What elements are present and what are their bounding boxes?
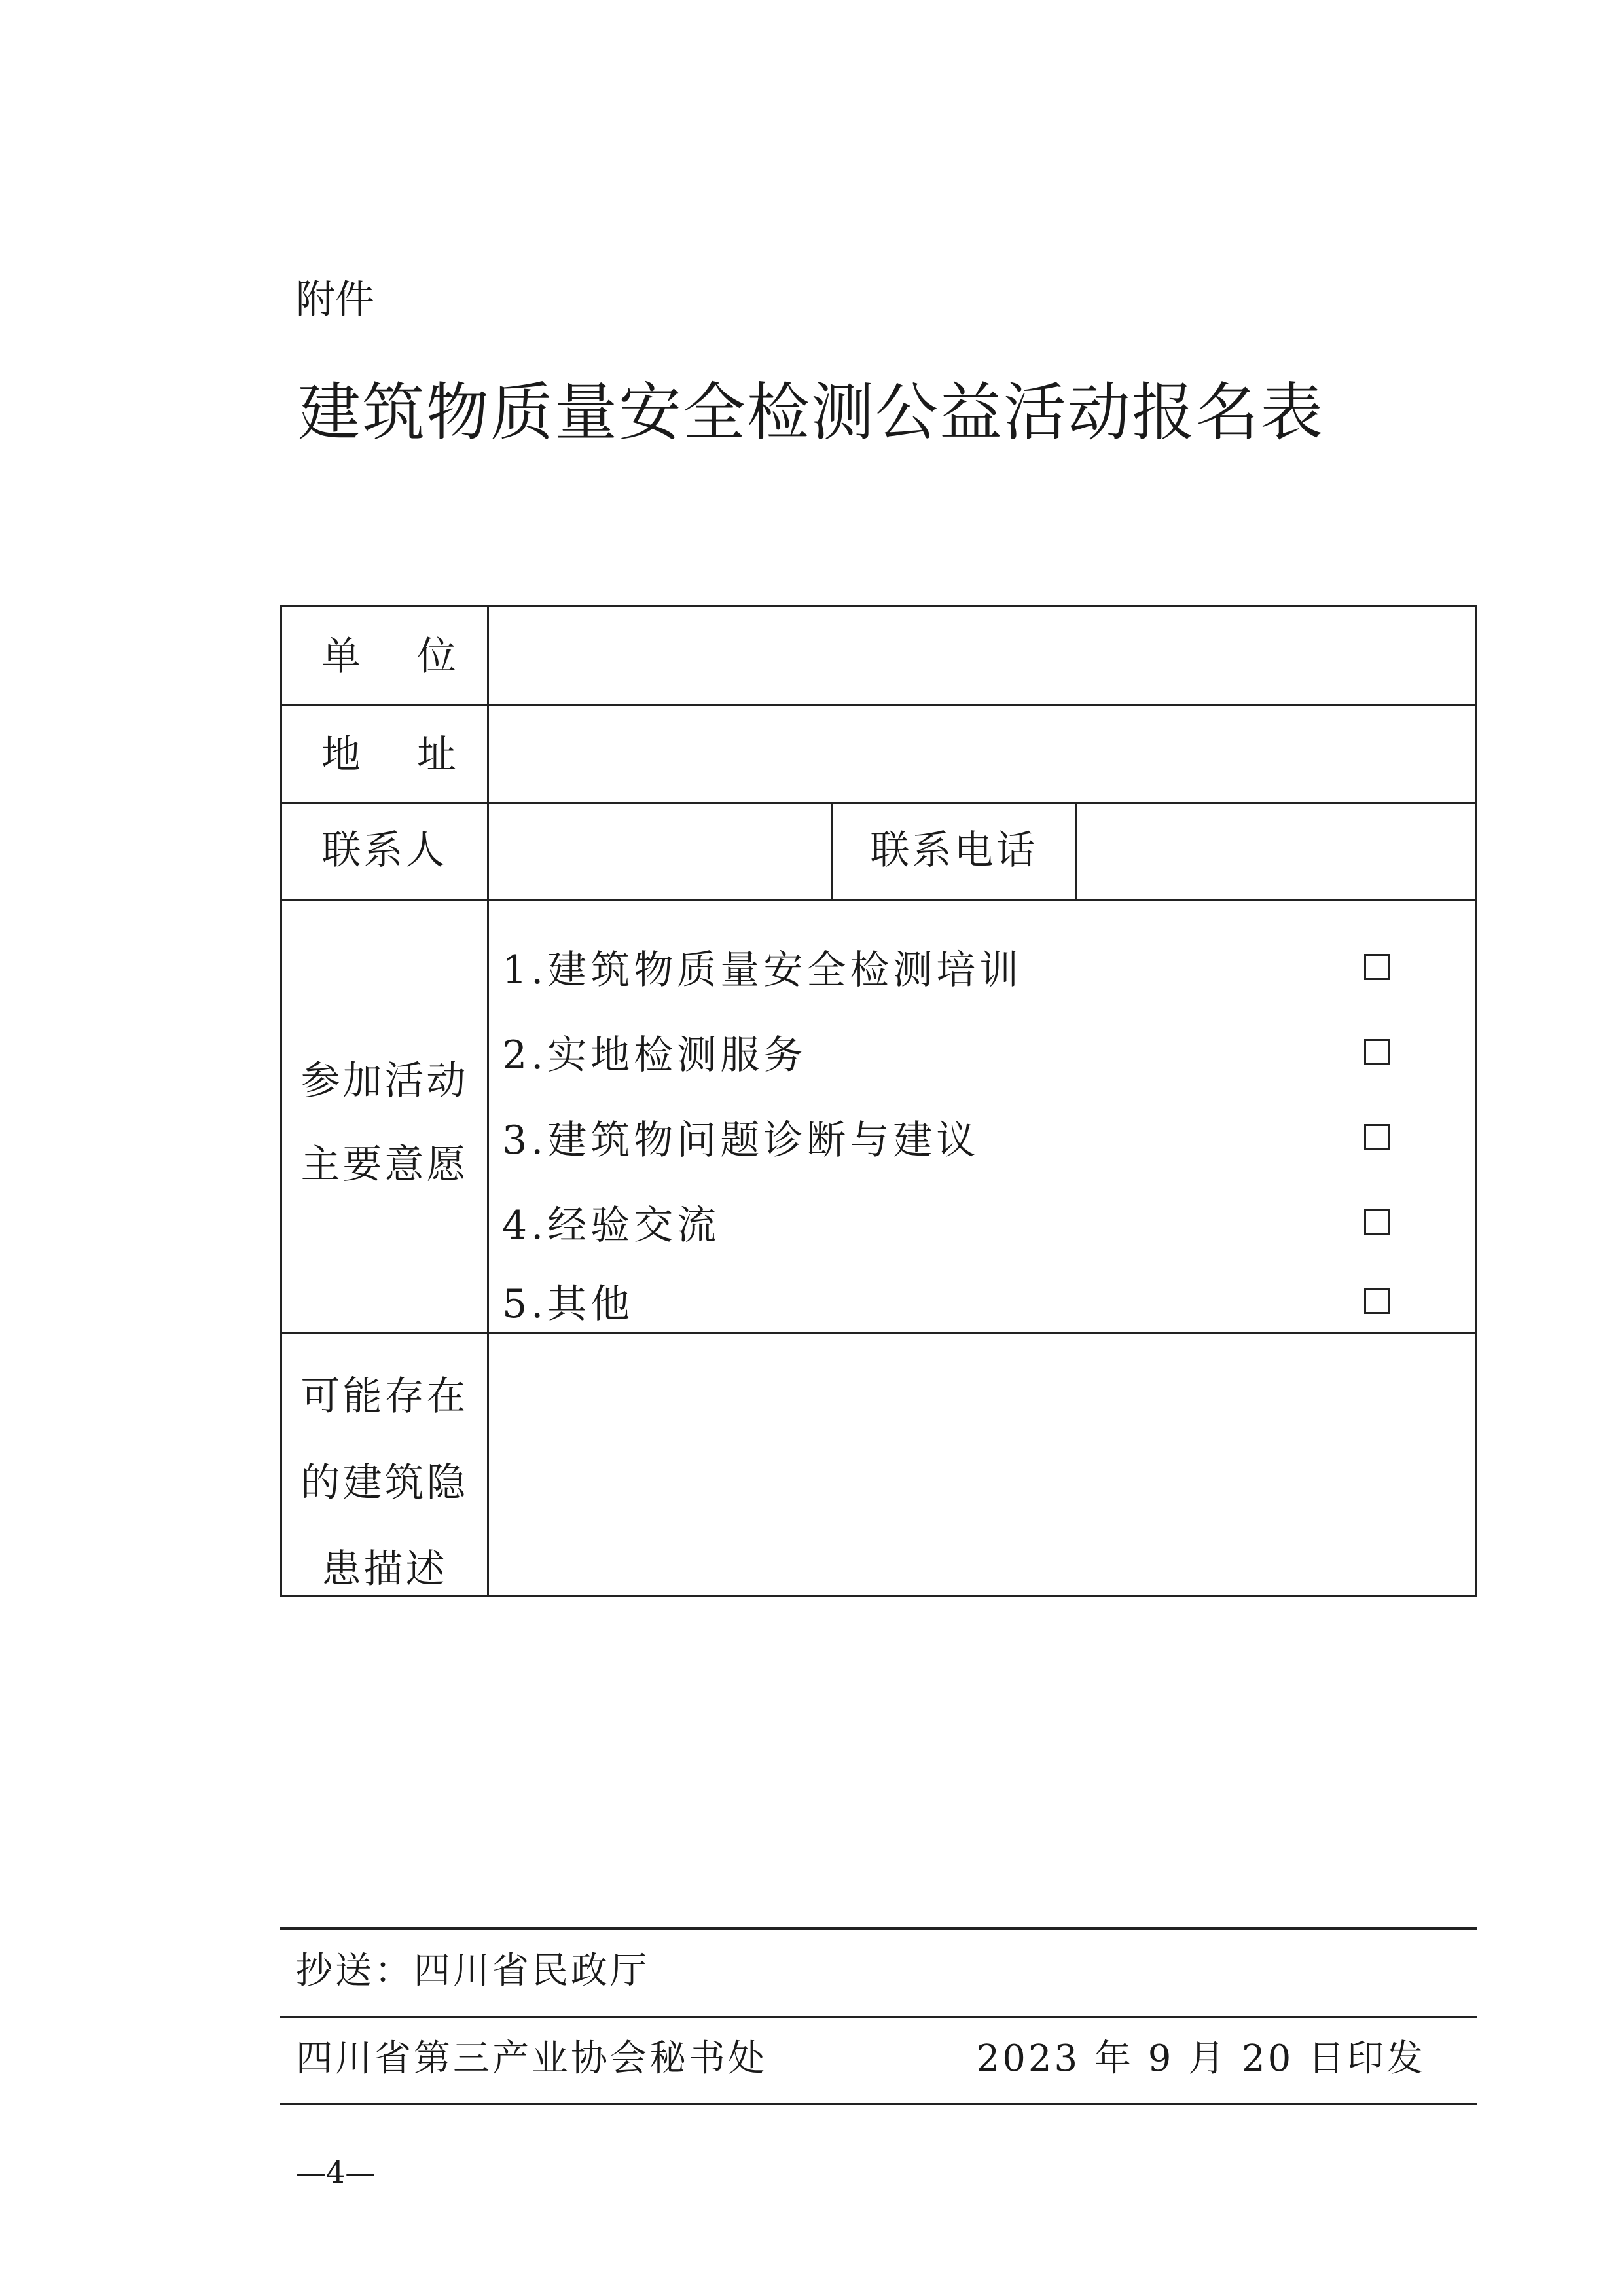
activity-label xyxy=(282,1039,487,1207)
page-title: 建筑物质量安全检测公益活动报名表 xyxy=(298,376,1324,449)
option-label: 1.建筑物质量安全检测培训 xyxy=(502,947,1023,993)
activity-label-line1: 参加活动 xyxy=(300,1058,469,1104)
option-label: 5.其他 xyxy=(502,1281,634,1327)
checkbox-field-service[interactable] xyxy=(1364,1039,1390,1065)
registration-form xyxy=(280,605,1477,1597)
option-training xyxy=(502,934,1418,1000)
hazard-label xyxy=(282,1353,487,1613)
hazard-label-line2: 的建筑隐 xyxy=(300,1460,469,1506)
cc-line: 抄送：四川省民政厅 xyxy=(296,1950,649,1992)
contact-field[interactable] xyxy=(489,804,831,899)
hazard-description-field[interactable] xyxy=(489,1334,1475,1595)
footer-bottom-rule xyxy=(280,2103,1477,2105)
print-date: 2023 年 9 月 20 日印发 xyxy=(976,2037,1426,2080)
option-label: 3.建筑物问题诊断与建议 xyxy=(502,1118,980,1163)
address-field[interactable] xyxy=(489,706,1475,802)
option-exchange xyxy=(502,1190,1418,1255)
unit-field[interactable] xyxy=(489,607,1475,704)
option-diagnosis xyxy=(502,1104,1418,1170)
hazard-label-line3: 患描述 xyxy=(321,1546,448,1592)
phone-label: 联系电话 xyxy=(870,828,1038,873)
option-label: 2.实地检测服务 xyxy=(502,1032,807,1078)
checkbox-exchange[interactable] xyxy=(1364,1209,1390,1235)
checkbox-diagnosis[interactable] xyxy=(1364,1124,1390,1150)
checkbox-training[interactable] xyxy=(1364,954,1390,980)
unit-label: 单位 xyxy=(321,634,513,680)
address-label: 地址 xyxy=(321,732,513,778)
activity-label-line2: 主要意愿 xyxy=(300,1142,469,1188)
option-other xyxy=(502,1275,1418,1327)
page-number: —4— xyxy=(296,2155,376,2190)
checkbox-other[interactable] xyxy=(1364,1288,1390,1314)
hazard-label-line1: 可能存在 xyxy=(300,1374,469,1419)
option-field-service xyxy=(502,1019,1418,1085)
option-label: 4.经验交流 xyxy=(502,1203,721,1248)
footer-middle-rule xyxy=(280,2016,1477,2018)
attachment-label: 附件 xyxy=(296,277,374,323)
phone-field[interactable] xyxy=(1077,804,1475,899)
contact-label: 联系人 xyxy=(321,828,448,873)
footer-top-rule xyxy=(280,1927,1477,1930)
row-divider xyxy=(282,899,1475,901)
issuer: 四川省第三产业协会秘书处 xyxy=(296,2037,767,2080)
